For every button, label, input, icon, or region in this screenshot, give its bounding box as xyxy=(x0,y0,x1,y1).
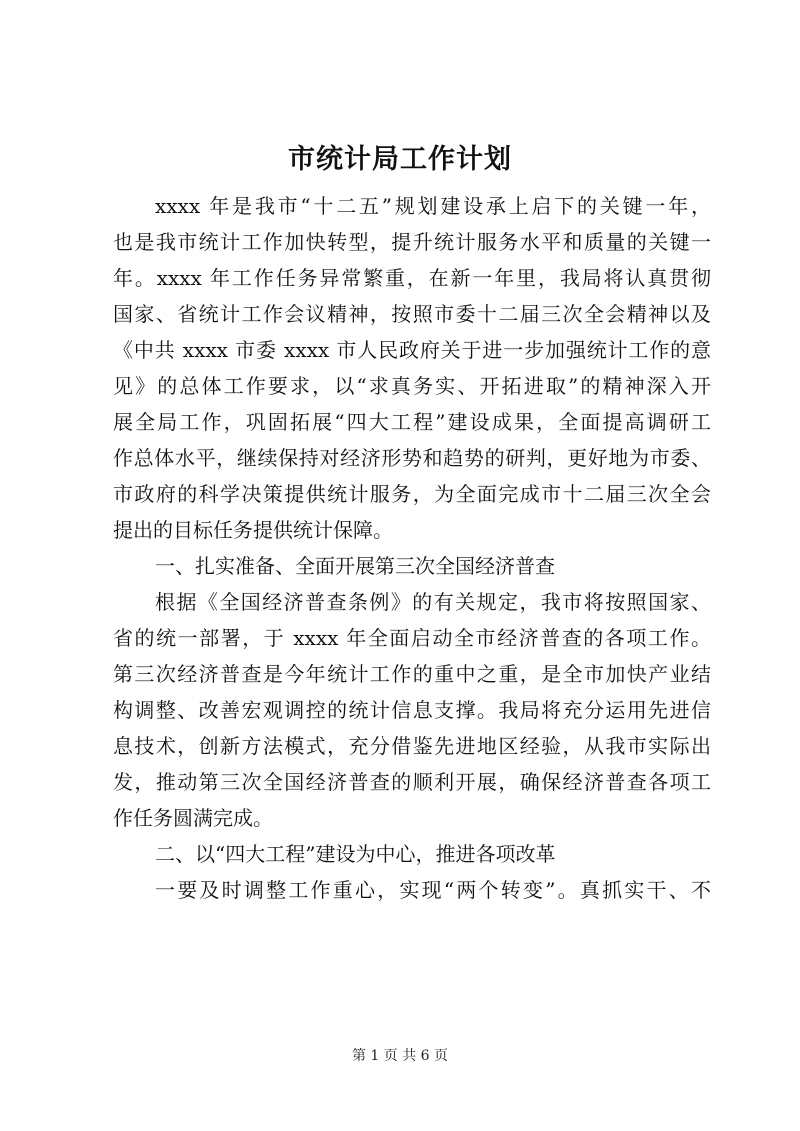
text-line: 提出的目标任务提供统计保障。 xyxy=(113,518,393,542)
text-line: 息技术，创新方法模式，充分借鉴先进地区经验，从我市实际出 xyxy=(113,734,711,758)
text-line: 第三次经济普查是今年统计工作的重中之重，是全市加快产业结 xyxy=(113,662,711,686)
text-line: 构调整、改善宏观调控的统计信息支撑。我局将充分运用先进信 xyxy=(113,698,711,722)
text-line: 《中共 xxxx 市委 xxxx 市人民政府关于进一步加强统计工作的意 xyxy=(113,338,711,362)
text-line: 根据《全国经济普查条例》的有关规定，我市将按照国家、 xyxy=(155,590,711,614)
text-line: 展全局工作，巩固拓展“四大工程”建设成果，全面提高调研工 xyxy=(113,410,711,434)
text-line: 年。xxxx 年工作任务异常繁重，在新一年里，我局将认真贯彻 xyxy=(113,266,711,290)
text-line: xxxx 年是我市“十二五”规划建设承上启下的关键一年， xyxy=(155,194,711,218)
text-line: 作总体水平，继续保持对经济形势和趋势的研判，更好地为市委、 xyxy=(113,446,711,470)
document-body xyxy=(113,188,711,908)
section-heading-2 xyxy=(113,836,711,872)
page-title: 市统计局工作计划 xyxy=(288,144,512,175)
text-line: 国家、省统计工作会议精神，按照市委十二届三次全会精神以及 xyxy=(113,302,711,326)
text-line: 省的统一部署，于 xxxx 年全面启动全市经济普查的各项工作。 xyxy=(113,626,711,650)
paragraph-section-1 xyxy=(113,584,711,836)
text-line: 一要及时调整工作重心，实现“两个转变”。真抓实干、不 xyxy=(155,878,711,902)
section-heading-1 xyxy=(113,548,711,584)
paragraph-section-2 xyxy=(113,872,711,908)
text-line: 市政府的科学决策提供统计服务，为全面完成市十二届三次全会 xyxy=(113,482,711,506)
text-line: 见》的总体工作要求，以“求真务实、开拓进取”的精神深入开 xyxy=(113,374,711,398)
text-line: 也是我市统计工作加快转型，提升统计服务水平和质量的关键一 xyxy=(113,230,711,254)
page-footer: 第 1 页 共 6 页 xyxy=(351,1048,449,1064)
text-line: 作任务圆满完成。 xyxy=(113,806,273,830)
section-heading: 二、以“四大工程”建设为中心，推进各项改革 xyxy=(155,842,556,866)
paragraph-intro xyxy=(113,188,711,548)
text-line: 发，推动第三次全国经济普查的顺利开展，确保经济普查各项工 xyxy=(113,770,711,794)
section-heading: 一、扎实准备、全面开展第三次全国经济普查 xyxy=(155,554,555,578)
